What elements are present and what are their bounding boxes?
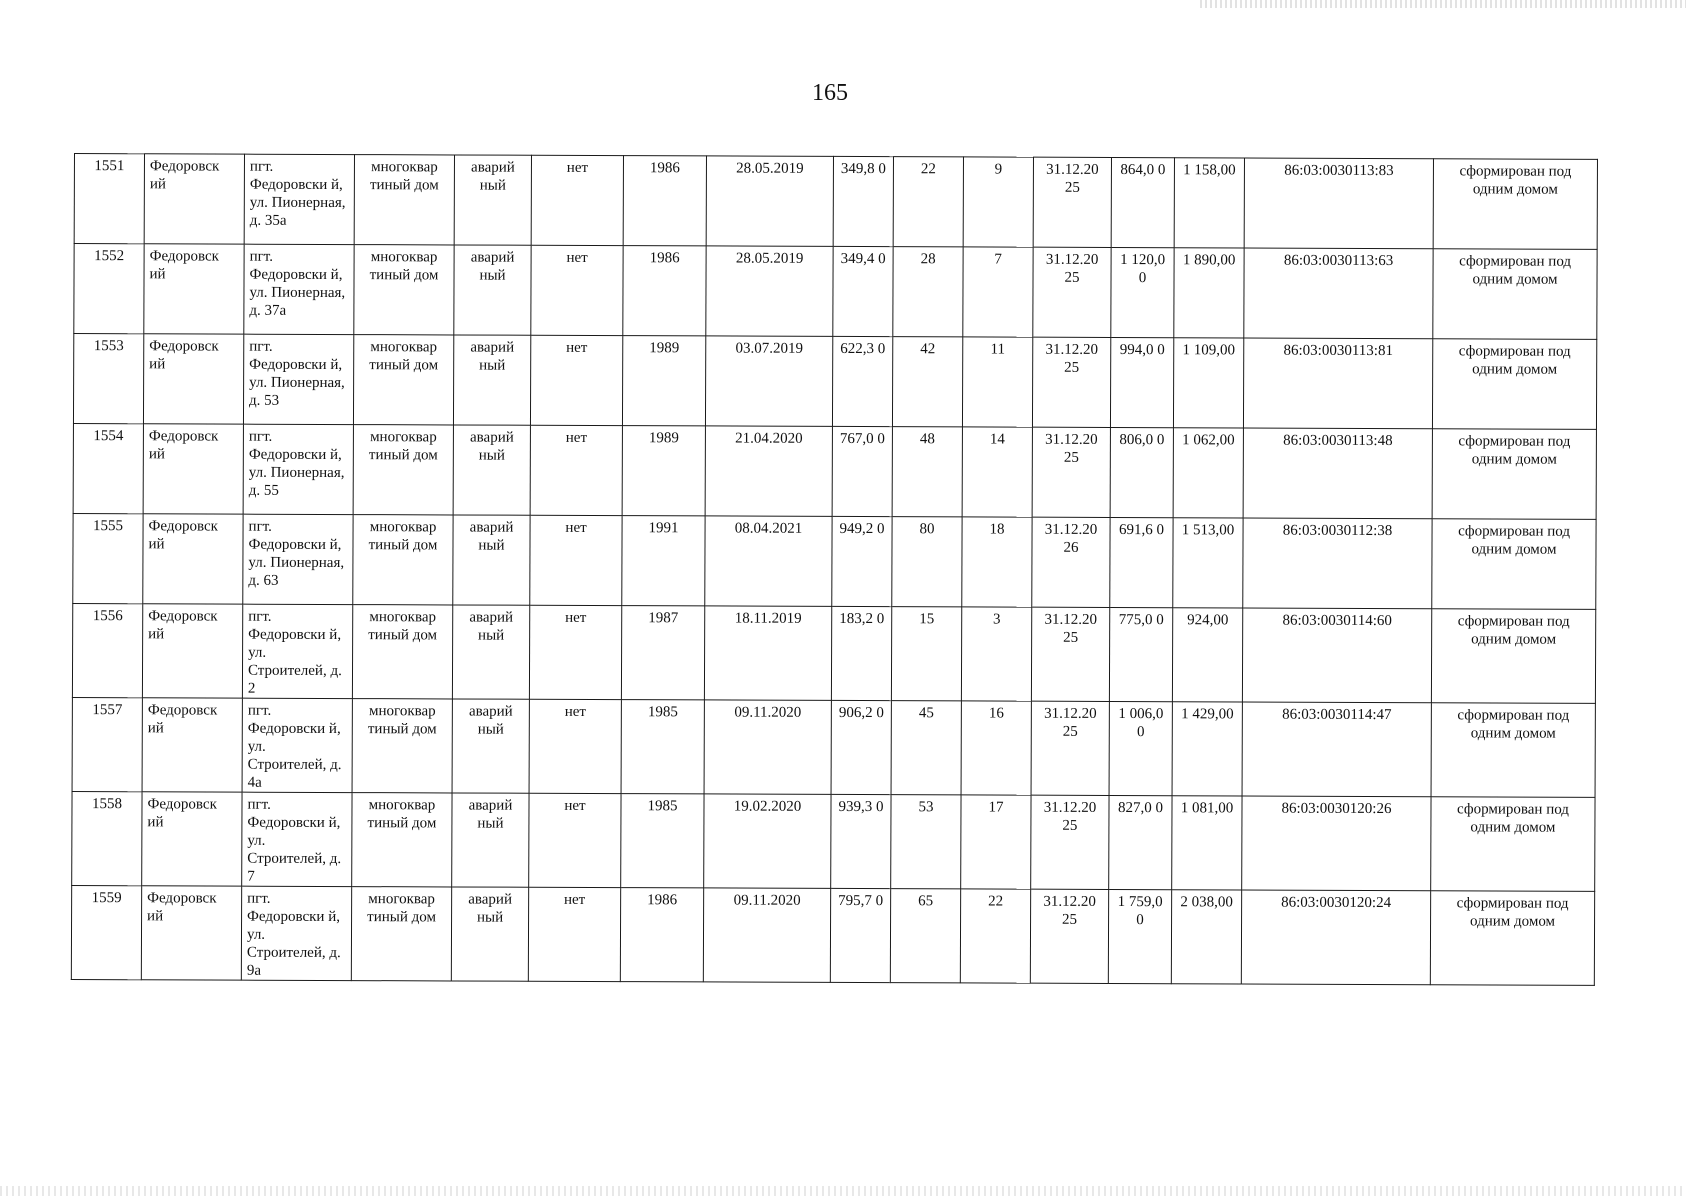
cell-apartments: 3: [961, 607, 1031, 701]
cell-residents: 53: [891, 795, 961, 889]
cell-deadline: 31.12.20 25: [1030, 889, 1108, 983]
cell-year: 1985: [621, 700, 704, 794]
cell-num: 1558: [72, 791, 142, 885]
cell-district: Федоровск ий: [144, 244, 244, 334]
cell-plot-area: 1 429,00: [1172, 702, 1242, 796]
cell-type: многоквар тиный дом: [354, 155, 454, 245]
cell-flag: нет: [529, 605, 621, 699]
cell-district: Федоровск ий: [144, 154, 244, 244]
cell-district: Федоровск ий: [142, 698, 242, 792]
cell-status: сформирован под одним домом: [1433, 159, 1597, 250]
cell-num: 1559: [71, 885, 141, 979]
cell-state: аварий ный: [453, 425, 530, 515]
scan-edge-top: [1200, 0, 1686, 8]
cell-plot-area: 1 062,00: [1173, 428, 1243, 518]
cell-area: 949,2 0: [832, 516, 892, 606]
cell-plot-area: 1 158,00: [1174, 158, 1244, 248]
cell-flag: нет: [529, 699, 621, 793]
cell-apartments: 22: [960, 889, 1030, 983]
cell-status: сформирован под одним домом: [1432, 519, 1596, 610]
cell-type: многоквар тиный дом: [353, 425, 453, 515]
cell-plot-area: 1 109,00: [1173, 338, 1243, 428]
cell-area: 767,0 0: [832, 426, 892, 516]
cell-state: аварий ный: [451, 887, 528, 981]
cell-status: сформирован под одним домом: [1432, 339, 1596, 430]
cell-flag: нет: [530, 335, 622, 425]
scan-edge-bottom: [0, 1186, 1686, 1196]
cell-year: 1986: [623, 246, 706, 336]
cell-area: 622,3 0: [832, 336, 892, 426]
cell-status: сформирован под одним домом: [1432, 429, 1596, 520]
cell-status: сформирован под одним домом: [1431, 609, 1595, 704]
cell-address: пгт. Федоровски й, ул. Строителей, д. 2: [242, 604, 352, 698]
cell-residents: 48: [892, 427, 962, 517]
cell-land-area: 691,6 0: [1110, 517, 1173, 607]
cell-type: многоквар тиный дом: [352, 793, 452, 887]
cell-date: 09.11.2020: [704, 700, 831, 794]
table-row: [73, 513, 1596, 609]
cell-state: аварий ный: [453, 515, 530, 605]
cell-cadastre: 86:03:0030120:26: [1242, 796, 1431, 891]
cell-year: 1991: [622, 516, 705, 606]
table-row: [73, 334, 1596, 430]
cell-deadline: 31.12.20 26: [1032, 517, 1110, 607]
cell-district: Федоровск ий: [142, 792, 242, 886]
cell-land-area: 827,0 0: [1109, 795, 1172, 889]
cell-residents: 45: [891, 701, 961, 795]
table-row: [71, 885, 1594, 985]
page-number: 165: [812, 80, 848, 106]
cell-residents: 80: [892, 517, 962, 607]
cell-status: сформирован под одним домом: [1431, 703, 1595, 798]
cell-year: 1989: [622, 336, 705, 426]
cell-land-area: 994,0 0: [1110, 337, 1173, 427]
cell-flag: нет: [530, 515, 622, 605]
cell-year: 1986: [620, 888, 703, 982]
cell-apartments: 14: [962, 427, 1032, 517]
cell-date: 03.07.2019: [705, 336, 832, 426]
cell-deadline: 31.12.20 25: [1032, 427, 1110, 517]
cell-num: 1556: [72, 603, 142, 697]
cell-area: 349,8 0: [833, 156, 893, 246]
cell-address: пгт. Федоровски й, ул. Строителей, д. 7: [242, 792, 352, 886]
cell-area: 906,2 0: [831, 700, 891, 794]
cell-district: Федоровск ий: [141, 886, 241, 980]
cell-area: 349,4 0: [833, 246, 893, 336]
cell-area: 183,2 0: [831, 606, 891, 700]
cell-cadastre: 86:03:0030113:48: [1243, 428, 1432, 519]
cell-deadline: 31.12.20 25: [1031, 701, 1109, 795]
cell-state: аварий ный: [452, 699, 529, 793]
cell-year: 1989: [622, 426, 705, 516]
cell-flag: нет: [531, 245, 623, 335]
cell-land-area: 864,0 0: [1111, 157, 1174, 247]
cell-num: 1553: [73, 334, 143, 424]
registry-table: [71, 153, 1598, 986]
cell-address: пгт. Федоровски й, ул. Пионерная, д. 37а: [244, 244, 354, 334]
cell-type: многоквар тиный дом: [354, 245, 454, 335]
cell-land-area: 775,0 0: [1109, 607, 1172, 701]
cell-apartments: 17: [961, 795, 1031, 889]
table-row: [72, 697, 1595, 797]
cell-date: 28.05.2019: [706, 156, 833, 246]
cell-type: многоквар тиный дом: [353, 335, 453, 425]
cell-flag: нет: [528, 887, 620, 981]
table-row: [73, 423, 1596, 519]
cell-plot-area: 1 890,00: [1174, 248, 1244, 338]
cell-deadline: 31.12.20 25: [1032, 337, 1110, 427]
cell-type: многоквар тиный дом: [352, 605, 452, 699]
cell-type: многоквар тиный дом: [353, 515, 453, 605]
cell-date: 09.11.2020: [703, 888, 830, 982]
cell-land-area: 806,0 0: [1110, 427, 1173, 517]
cell-district: Федоровск ий: [143, 424, 243, 514]
cell-address: пгт. Федоровски й, ул. Пионерная, д. 53: [243, 334, 353, 424]
cell-residents: 42: [892, 337, 962, 427]
cell-deadline: 31.12.20 25: [1033, 157, 1111, 247]
cell-residents: 15: [891, 607, 961, 701]
cell-deadline: 31.12.20 25: [1033, 247, 1111, 337]
cell-flag: нет: [530, 425, 622, 515]
cell-date: 21.04.2020: [705, 426, 832, 516]
cell-date: 08.04.2021: [705, 516, 832, 606]
cell-cadastre: 86:03:0030113:83: [1244, 158, 1433, 249]
cell-plot-area: 1 513,00: [1173, 518, 1243, 608]
table-row: [74, 244, 1597, 340]
cell-date: 28.05.2019: [706, 246, 833, 336]
cell-address: пгт. Федоровски й, ул. Пионерная, д. 35а: [244, 154, 354, 244]
cell-year: 1986: [623, 156, 706, 246]
table-row: [72, 791, 1595, 891]
cell-address: пгт. Федоровски й, ул. Строителей, д. 9а: [241, 886, 351, 980]
cell-plot-area: 1 081,00: [1172, 796, 1242, 890]
cell-status: сформирован под одним домом: [1430, 891, 1594, 986]
cell-district: Федоровск ий: [143, 334, 243, 424]
cell-plot-area: 924,00: [1172, 608, 1242, 702]
cell-cadastre: 86:03:0030113:63: [1244, 248, 1433, 339]
cell-land-area: 1 120,0 0: [1111, 247, 1174, 337]
cell-apartments: 18: [962, 517, 1032, 607]
cell-land-area: 1 759,0 0: [1108, 889, 1171, 983]
cell-area: 939,3 0: [831, 794, 891, 888]
cell-year: 1987: [621, 606, 704, 700]
cell-num: 1555: [73, 513, 143, 603]
cell-deadline: 31.12.20 25: [1031, 795, 1109, 889]
cell-state: аварий ный: [454, 245, 531, 335]
cell-num: 1554: [73, 423, 143, 513]
cell-flag: нет: [531, 155, 623, 245]
cell-residents: 65: [890, 889, 960, 983]
cell-date: 19.02.2020: [704, 794, 831, 888]
cell-state: аварий ный: [454, 155, 531, 245]
cell-land-area: 1 006,0 0: [1109, 701, 1172, 795]
registry-table-body: [71, 154, 1597, 986]
cell-date: 18.11.2019: [704, 606, 831, 700]
cell-num: 1557: [72, 697, 142, 791]
cell-district: Федоровск ий: [142, 604, 242, 698]
cell-type: многоквар тиный дом: [351, 887, 451, 981]
cell-state: аварий ный: [453, 335, 530, 425]
table-row: [74, 154, 1597, 250]
cell-year: 1985: [621, 794, 704, 888]
cell-apartments: 9: [963, 157, 1033, 247]
cell-state: аварий ный: [452, 605, 529, 699]
cell-residents: 22: [893, 157, 963, 247]
cell-cadastre: 86:03:0030113:81: [1243, 338, 1432, 429]
table-row: [72, 603, 1595, 703]
cell-apartments: 16: [961, 701, 1031, 795]
cell-area: 795,7 0: [830, 888, 890, 982]
cell-address: пгт. Федоровски й, ул. Пионерная, д. 63: [243, 514, 353, 604]
cell-flag: нет: [529, 793, 621, 887]
cell-address: пгт. Федоровски й, ул. Строителей, д. 4а: [242, 698, 352, 792]
cell-num: 1552: [74, 244, 144, 334]
cell-address: пгт. Федоровски й, ул. Пионерная, д. 55: [243, 424, 353, 514]
cell-type: многоквар тиный дом: [352, 699, 452, 793]
cell-num: 1551: [74, 154, 144, 244]
cell-district: Федоровск ий: [143, 514, 243, 604]
cell-apartments: 7: [963, 247, 1033, 337]
cell-cadastre: 86:03:0030120:24: [1241, 890, 1430, 985]
cell-status: сформирован под одним домом: [1433, 249, 1597, 340]
cell-cadastre: 86:03:0030114:47: [1242, 702, 1431, 797]
cell-state: аварий ный: [452, 793, 529, 887]
cell-status: сформирован под одним домом: [1431, 797, 1595, 892]
cell-residents: 28: [893, 247, 963, 337]
cell-cadastre: 86:03:0030114:60: [1242, 608, 1431, 703]
cell-deadline: 31.12.20 25: [1031, 607, 1109, 701]
cell-cadastre: 86:03:0030112:38: [1243, 518, 1432, 609]
cell-plot-area: 2 038,00: [1171, 890, 1241, 984]
cell-apartments: 11: [962, 337, 1032, 427]
